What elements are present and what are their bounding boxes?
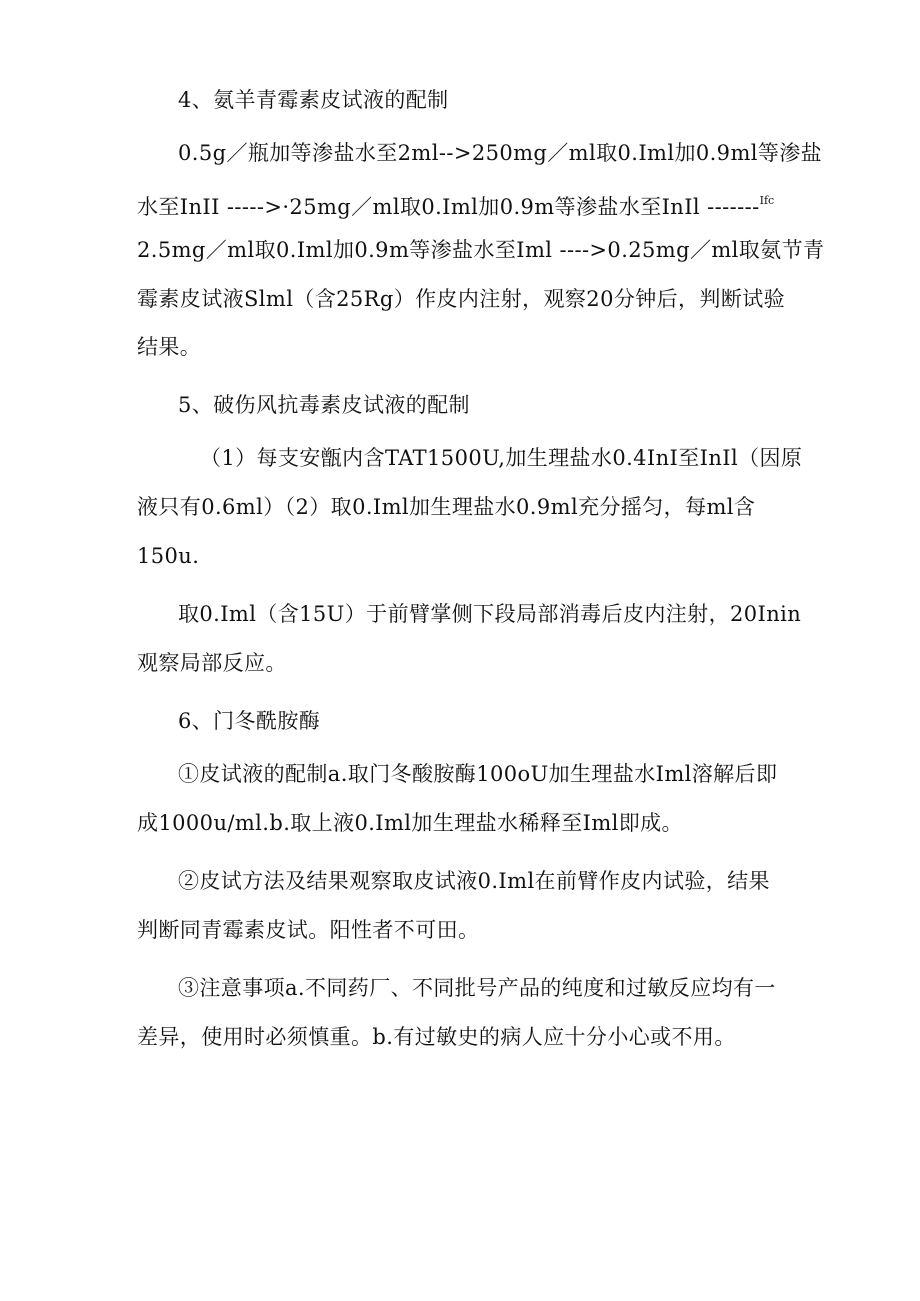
section-4-line-5: 结果。: [137, 335, 202, 359]
section-6-item2-line-2: 判断同青霉素皮试。阳性者不可田。: [137, 918, 480, 942]
section-4-line-2: 水至InII ----->·25mg／ml取0.Iml加0.9m等渗盐水至InIl -------$^{Ifc}$: [137, 194, 775, 219]
section-4-line-3: 2.5mg／ml取0.Iml加0.9m等渗盐水至Iml ---->0.25mg／ml取氨节青: [137, 238, 825, 262]
section-6-item2-line-1: ②皮试方法及结果观察取皮试液0.Iml在前臂作皮内试验，结果: [178, 869, 770, 893]
section-6-item3-line-2: 差异，使用时必须慎重。b.有过敏史的病人应十分小心或不用。: [137, 1025, 736, 1049]
section-6-item3-line-1: ③注意事项a.不同药厂、不同批号产品的纯度和过敏反应均有一: [178, 976, 776, 1000]
section-4-line-4: 霉素皮试液Slml（含25Rg）作皮内注射，观察20分钟后，判断试验: [137, 287, 786, 311]
section-5-line-2: 液只有0.6ml）（2）取0.Iml加生理盐水0.9ml充分摇匀，每ml含: [137, 495, 756, 519]
section-4-line-1: 0.5g／瓶加等渗盐水至2ml-->250mg／ml取0.Iml加0.9ml等渗盐: [178, 141, 823, 165]
section-5-heading: 5、破伤风抗毒素皮试液的配制: [178, 393, 470, 417]
section-5-line-3: 150u.: [137, 544, 200, 568]
section-5-line-1: （1）每支安甑内含TAT1500U,加生理盐水0.4InI至InIl（因原: [200, 446, 803, 470]
section-6-item1-line-2: 成1000u/ml.b.取上液0.Iml加生理盐水稀释至Iml即成。: [137, 811, 683, 835]
section-4-heading: 4、氨羊青霉素皮试液的配制: [178, 88, 449, 112]
section-5-para2-line-2: 观察局部反应。: [137, 651, 287, 675]
section-6-heading: 6、门冬酰胺酶: [178, 709, 321, 733]
section-5-para2-line-1: 取0.Iml（含15U）于前臂掌侧下段局部消毒后皮内注射，20Inin: [178, 602, 802, 626]
section-6-item1-line-1: ①皮试液的配制a.取门冬酸胺酶100oU加生理盐水Iml溶解后即: [178, 762, 778, 786]
superscript-mark: Ifc: [759, 194, 775, 207]
